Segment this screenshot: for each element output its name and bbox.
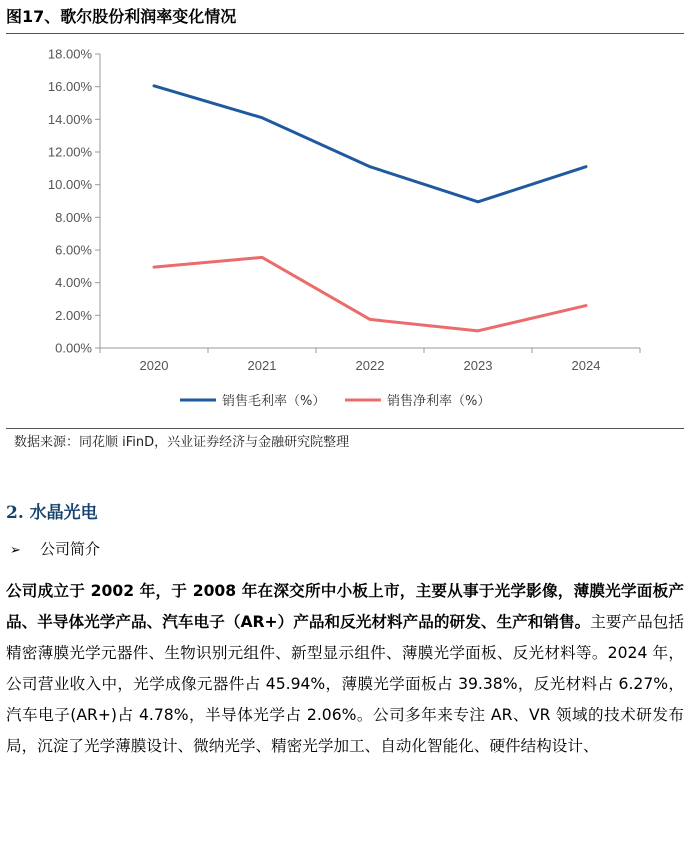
figure-title: 图17、歌尔股份利润率变化情况	[6, 4, 684, 34]
y-tick-label: 4.00%	[55, 275, 92, 291]
sub-section-title: 公司简介	[40, 540, 101, 558]
intro-bold-text: 公司成立于 2002 年，于 2008 年在深交所中小板上市，主要从事于光学影像，薄膜光学面板产品、半导体光学产品、汽车电子（AR+）产品和反光材料产品的研发、生产和销售。	[6, 582, 684, 631]
y-tick-label: 2.00%	[55, 307, 92, 323]
company-intro-paragraph	[6, 576, 684, 762]
legend-label-net-margin: 销售净利率（%）	[387, 394, 491, 409]
y-tick-label: 16.00%	[47, 79, 92, 95]
source-divider	[6, 428, 684, 429]
x-tick-label: 2024	[571, 358, 601, 373]
legend-label-gross-margin: 销售毛利率（%）	[222, 394, 326, 409]
x-tick-label: 2022	[355, 358, 385, 373]
y-tick-label: 8.00%	[55, 209, 92, 225]
intro-body-text: 主要产品包括精密薄膜光学元器件、生物识别元组件、新型显示组件、薄膜光学面板、反光材料等。2024 年，公司营业收入中，光学成像元器件占 45.94%，薄膜光学面板占 39.38%，反光材料占 6.27%，汽车电子(AR+)占 4.78%，半导体光学占 2.06%。公司多年来专注 AR、VR 领域的技术研发布局，沉淀了光学薄膜设计、微纳光学、精密光学加工、自动化智能化、硬件结构设计、	[6, 613, 684, 755]
sub-section-item	[10, 538, 100, 562]
gross-margin-line	[154, 86, 586, 202]
data-source: 数据来源：同花顺 iFinD，兴业证券经济与金融研究院整理	[14, 435, 350, 450]
arrow-bullet-icon: ➢	[10, 543, 21, 558]
y-tick-label: 10.00%	[47, 177, 92, 193]
x-tick-label: 2023	[463, 358, 493, 373]
section-heading: 2. 水晶光电	[6, 503, 98, 523]
net-margin-line	[154, 257, 586, 331]
y-tick-label: 12.00%	[47, 144, 92, 160]
x-tick-label: 2020	[139, 358, 169, 373]
y-tick-label: 0.00%	[55, 340, 92, 356]
y-tick-label: 14.00%	[47, 111, 92, 127]
profit-margin-chart	[0, 36, 689, 426]
x-tick-label: 2021	[247, 358, 277, 373]
y-tick-label: 6.00%	[55, 242, 92, 258]
y-tick-label: 18.00%	[47, 46, 92, 62]
